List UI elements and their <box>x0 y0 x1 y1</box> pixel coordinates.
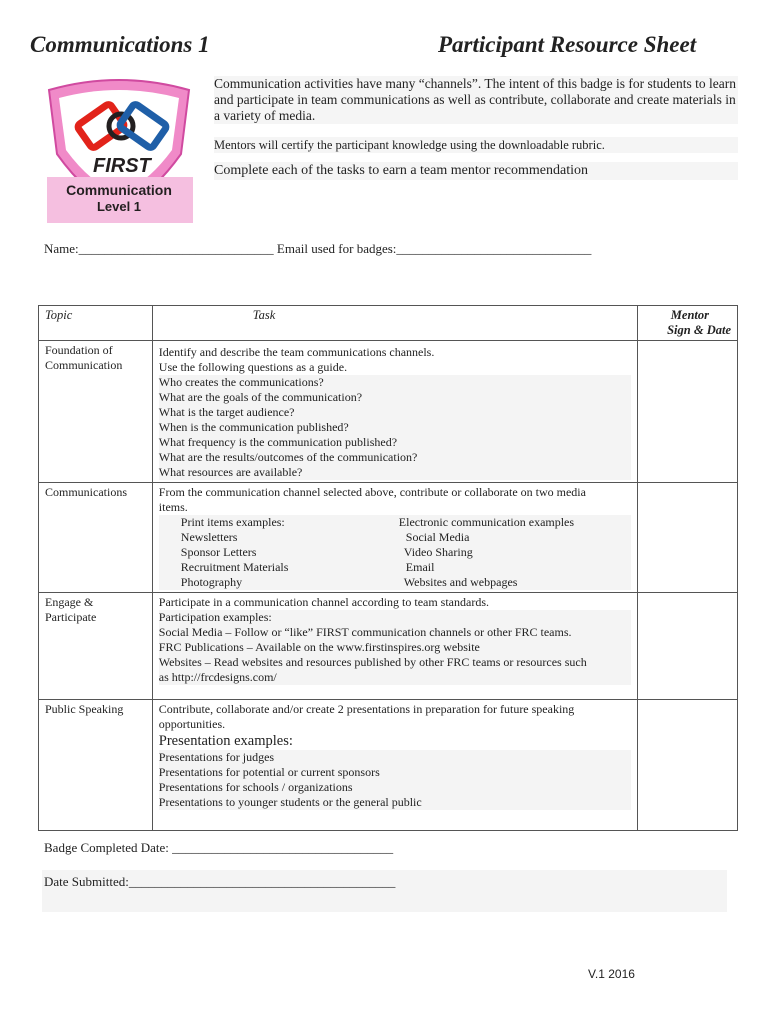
task-line: items. <box>158 500 188 514</box>
intro-paragraph: Communication activities have many “channels”. The intent of this badge is for students to learn and participate in team communications as well as contribute, collaborate and create materials in a variety of media. <box>214 76 736 123</box>
task-cell <box>152 700 638 831</box>
task-line: FRC Publications – Available on the www.firstinspires.org website <box>158 640 480 654</box>
header-topic: Topic <box>39 306 153 341</box>
topic-line: Public Speaking <box>45 702 124 716</box>
example-item: Websites and webpages <box>403 575 518 589</box>
task-line: Websites – Read websites and resources published by other FRC teams or resources such <box>158 655 587 669</box>
topic-line: Communication <box>45 358 123 372</box>
task-line: From the communication channel selected above, contribute or collaborate on two media <box>158 485 586 499</box>
header-mentor-line2: Sign & Date <box>667 323 731 337</box>
task-line: Social Media – Follow or “like” FIRST communication channels or other FRC teams. <box>158 625 572 639</box>
print-examples <box>159 515 399 590</box>
topic-line: Participate <box>45 610 97 624</box>
task-line: Use the following questions as a guide. <box>158 360 348 374</box>
task-line: Presentations for schools / organizations <box>158 780 353 794</box>
table-row <box>39 341 738 483</box>
table-row <box>39 483 738 593</box>
example-item: Email <box>405 560 435 574</box>
topic-cell <box>39 483 153 593</box>
topic-line: Foundation of <box>45 343 113 357</box>
electronic-examples <box>399 515 574 590</box>
complete-note: Complete each of the tasks to earn a team mentor recommendation <box>214 162 738 180</box>
task-line: Participate in a communication channel according to team standards. <box>158 595 489 609</box>
task-line: What are the goals of the communication? <box>158 390 363 404</box>
task-line: Presentations for judges <box>158 750 275 764</box>
task-line: opportunities. <box>158 717 226 731</box>
example-item: Social Media <box>405 530 470 544</box>
presentation-heading: Presentation examples: <box>158 733 293 749</box>
task-line: What is the target audience? <box>158 405 295 419</box>
task-line: Participation examples: <box>158 610 272 624</box>
task-line: Presentations to younger students or the general public <box>158 795 422 809</box>
topic-cell <box>39 341 153 483</box>
header-task: Task <box>152 306 638 341</box>
example-item: Photography <box>180 575 243 589</box>
task-cell <box>152 483 638 593</box>
header-mentor-line1: Mentor <box>670 308 709 322</box>
mentor-sign-cell[interactable] <box>638 483 738 593</box>
date-submitted-field[interactable]: Date Submitted:_________________________________________ <box>44 874 396 889</box>
table-header-row <box>39 306 738 341</box>
left-title: Communications 1 <box>30 32 210 57</box>
task-table <box>38 305 738 831</box>
example-item: Recruitment Materials <box>180 560 289 574</box>
mentor-sign-cell[interactable] <box>638 700 738 831</box>
example-item: Newsletters <box>180 530 238 544</box>
page-title: Participant Resource Sheet <box>438 32 697 57</box>
task-line: Identify and describe the team communications channels. <box>158 345 435 359</box>
topic-cell <box>39 700 153 831</box>
task-line: What frequency is the communication published? <box>158 435 398 449</box>
header-mentor <box>638 306 738 341</box>
mentor-note: Mentors will certify the participant knowledge using the downloadable rubric. <box>214 137 738 153</box>
topic-line: Engage & <box>45 595 94 609</box>
table-row <box>39 700 738 831</box>
task-line: When is the communication published? <box>158 420 349 434</box>
task-line: Who creates the communications? <box>158 375 324 389</box>
logo-badge-line1: Communication <box>66 182 172 198</box>
logo-brand: FIRST <box>93 155 151 177</box>
topic-line: Communications <box>45 485 127 499</box>
task-line: What resources are available? <box>158 465 303 479</box>
logo-badge-line2: Level 1 <box>96 199 142 214</box>
example-item: Print items examples: <box>180 515 285 529</box>
task-line: Contribute, collaborate and/or create 2 presentations in preparation for future speaking <box>158 702 575 716</box>
task-cell <box>152 593 638 700</box>
name-field[interactable]: Name:______________________________ <box>44 241 274 256</box>
version-label: V.1 2016 <box>588 967 635 981</box>
mentor-sign-cell[interactable] <box>638 341 738 483</box>
example-item: Sponsor Letters <box>180 545 257 559</box>
example-item: Video Sharing <box>403 545 473 559</box>
example-item: Electronic communication examples <box>398 515 575 529</box>
badge-completed-field[interactable]: Badge Completed Date: __________________________________ <box>44 840 394 855</box>
task-line: What are the results/outcomes of the communication? <box>158 450 418 464</box>
email-field[interactable]: Email used for badges:______________________________ <box>276 241 592 256</box>
first-communication-badge-logo <box>41 76 196 224</box>
table-row <box>39 593 738 700</box>
task-line: Presentations for potential or current sponsors <box>158 765 380 779</box>
topic-cell <box>39 593 153 700</box>
mentor-sign-cell[interactable] <box>638 593 738 700</box>
task-cell <box>152 341 638 483</box>
task-line: as http://frcdesigns.com/ <box>158 670 277 684</box>
